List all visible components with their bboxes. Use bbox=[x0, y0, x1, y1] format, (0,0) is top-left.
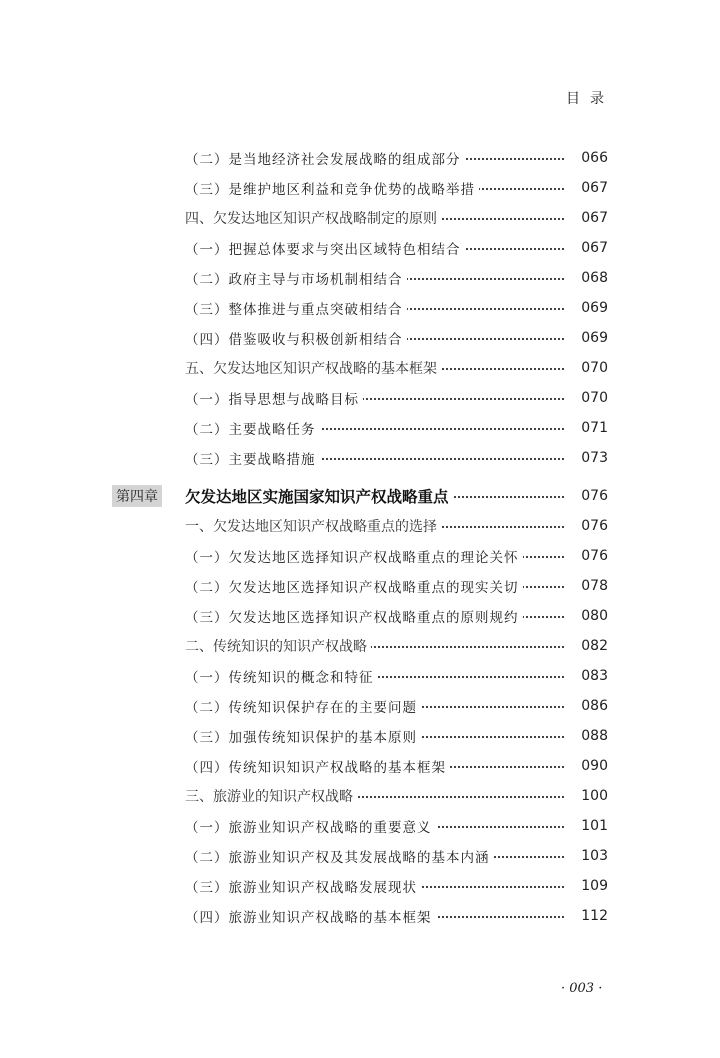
toc-entry[interactable] bbox=[0, 511, 720, 541]
toc-entry[interactable] bbox=[0, 413, 720, 443]
toc-entry-title: （三）欠发达地区选择知识产权战略重点的原则规约 bbox=[185, 606, 523, 626]
toc-entry-page: 112 bbox=[566, 908, 608, 924]
toc-entry-page: 067 bbox=[566, 240, 608, 256]
toc-entry[interactable] bbox=[0, 203, 720, 233]
toc-entry[interactable] bbox=[0, 901, 720, 931]
toc-entry-title: （二）政府主导与市场机制相结合 bbox=[185, 268, 407, 288]
toc-entry[interactable] bbox=[0, 751, 720, 781]
toc-entry-title: （三）主要战略措施 bbox=[185, 448, 320, 468]
toc-entry[interactable] bbox=[0, 661, 720, 691]
toc-entry[interactable] bbox=[0, 353, 720, 383]
toc-entry[interactable] bbox=[0, 143, 720, 173]
toc-entry-page: 080 bbox=[566, 608, 608, 624]
toc-entry[interactable] bbox=[0, 383, 720, 413]
toc-entry[interactable] bbox=[0, 841, 720, 871]
toc-entry[interactable] bbox=[0, 601, 720, 631]
toc-entry[interactable] bbox=[0, 481, 720, 511]
toc-entry[interactable] bbox=[0, 571, 720, 601]
running-head: 目录 bbox=[566, 91, 614, 107]
toc-entry-title: 四、欠发达地区知识产权战略制定的原则 bbox=[185, 208, 441, 228]
chapter-label: 第四章 bbox=[112, 485, 162, 507]
toc-entry-title: 欠发达地区实施国家知识产权战略重点 bbox=[185, 485, 453, 507]
toc-entry-title: （三）是维护地区利益和竞争优势的战略举措 bbox=[185, 178, 479, 198]
toc-entry-title: 三、旅游业的知识产权战略 bbox=[185, 786, 357, 806]
toc-entry[interactable] bbox=[0, 323, 720, 353]
toc-entry-page: 066 bbox=[566, 150, 608, 166]
toc-entry[interactable] bbox=[0, 233, 720, 263]
toc-entry-title: （四）借鉴吸收与积极创新相结合 bbox=[185, 328, 407, 348]
toc-entry-title: （二）旅游业知识产权及其发展战略的基本内涵 bbox=[185, 846, 494, 866]
toc-entry-page: 082 bbox=[566, 638, 608, 654]
toc-entry-page: 073 bbox=[566, 450, 608, 466]
toc-entry-page: 101 bbox=[566, 818, 608, 834]
toc-entry-title: （二）主要战略任务 bbox=[185, 418, 320, 438]
toc-entry-page: 069 bbox=[566, 330, 608, 346]
toc-entry-page: 090 bbox=[566, 758, 608, 774]
toc-entry-page: 070 bbox=[566, 390, 608, 406]
toc-entry-title: （四）旅游业知识产权战略的基本框架 bbox=[185, 906, 436, 926]
toc-entry-page: 068 bbox=[566, 270, 608, 286]
toc-entry[interactable] bbox=[0, 811, 720, 841]
toc-entry[interactable] bbox=[0, 721, 720, 751]
toc-entry-title: （二）是当地经济社会发展战略的组成部分 bbox=[185, 148, 465, 168]
toc-entry-page: 109 bbox=[566, 878, 608, 894]
toc-entry[interactable] bbox=[0, 781, 720, 811]
toc-entry-page: 076 bbox=[566, 488, 608, 504]
toc-entry-title: （一）传统知识的概念和特征 bbox=[185, 666, 378, 686]
toc-entry-title: 五、欠发达地区知识产权战略的基本框架 bbox=[185, 358, 441, 378]
toc-entry-title: （三）旅游业知识产权战略发展现状 bbox=[185, 876, 421, 896]
toc-entry[interactable] bbox=[0, 631, 720, 661]
toc-entry[interactable] bbox=[0, 293, 720, 323]
toc-entry-title: （二）传统知识保护存在的主要问题 bbox=[185, 696, 421, 716]
toc-entry[interactable] bbox=[0, 263, 720, 293]
toc-entry-page: 067 bbox=[566, 210, 608, 226]
toc-entry-page: 069 bbox=[566, 300, 608, 316]
toc-entry-title: （三）整体推进与重点突破相结合 bbox=[185, 298, 407, 318]
toc-entry[interactable] bbox=[0, 691, 720, 721]
toc-entry-page: 070 bbox=[566, 360, 608, 376]
toc-entry-page: 103 bbox=[566, 848, 608, 864]
toc-entry-title: 一、欠发达地区知识产权战略重点的选择 bbox=[185, 516, 441, 536]
toc-entry-page: 078 bbox=[566, 578, 608, 594]
toc-entry-title: （一）旅游业知识产权战略的重要意义 bbox=[185, 816, 436, 836]
toc-entry-title: 二、传统知识的知识产权战略 bbox=[185, 636, 371, 656]
toc-entry[interactable] bbox=[0, 173, 720, 203]
toc-entry-title: （三）加强传统知识保护的基本原则 bbox=[185, 726, 421, 746]
toc-entry-title: （二）欠发达地区选择知识产权战略重点的现实关切 bbox=[185, 576, 523, 596]
toc-entry[interactable] bbox=[0, 871, 720, 901]
toc-entry-page: 067 bbox=[566, 180, 608, 196]
toc-entry-title: （一）指导思想与战略目标 bbox=[185, 388, 363, 408]
toc-entry-page: 071 bbox=[566, 420, 608, 436]
toc-entry-title: （一）把握总体要求与突出区域特色相结合 bbox=[185, 238, 465, 258]
toc-entry-page: 088 bbox=[566, 728, 608, 744]
toc-entry-page: 076 bbox=[566, 518, 608, 534]
table-of-contents bbox=[0, 143, 720, 931]
toc-entry-page: 086 bbox=[566, 698, 608, 714]
toc-entry-title: （一）欠发达地区选择知识产权战略重点的理论关怀 bbox=[185, 546, 523, 566]
toc-entry[interactable] bbox=[0, 443, 720, 473]
toc-entry-title: （四）传统知识知识产权战略的基本框架 bbox=[185, 756, 450, 776]
toc-entry[interactable] bbox=[0, 541, 720, 571]
toc-entry-page: 076 bbox=[566, 548, 608, 564]
page-number: · 003 · bbox=[561, 981, 603, 996]
toc-entry-page: 100 bbox=[566, 788, 608, 804]
toc-entry-page: 083 bbox=[566, 668, 608, 684]
